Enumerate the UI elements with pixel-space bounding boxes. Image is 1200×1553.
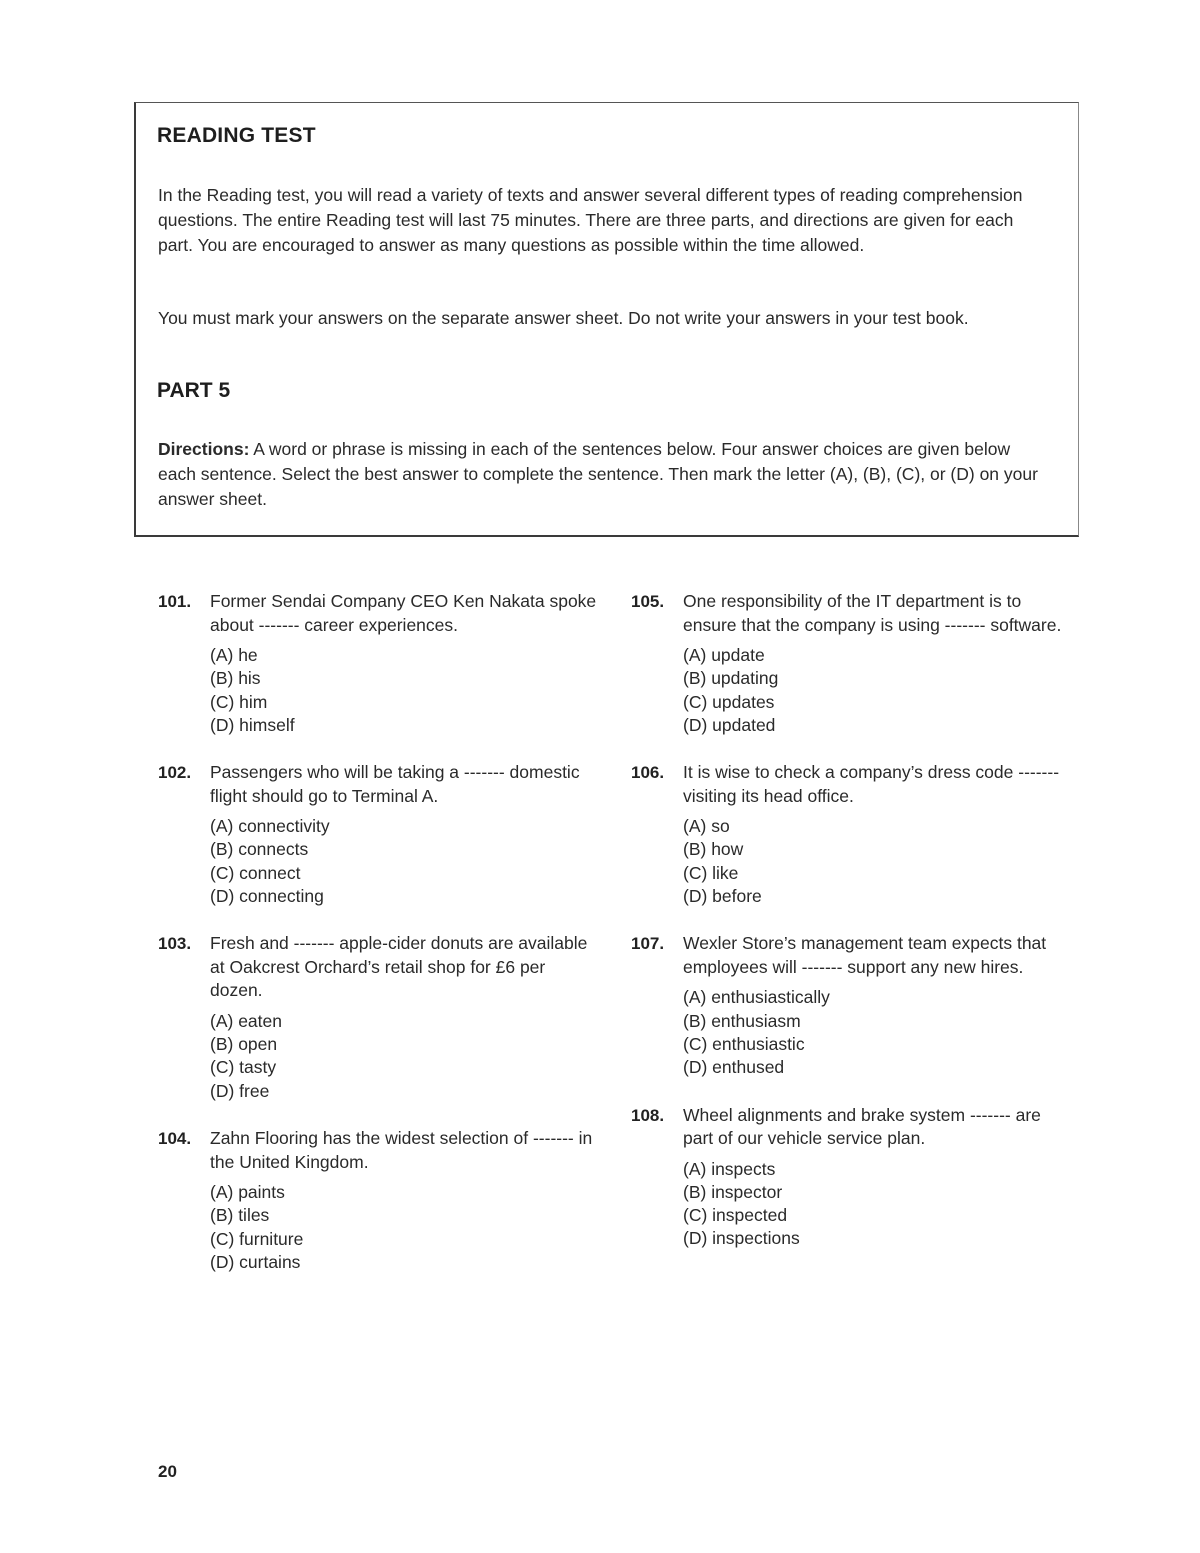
question-number: 103.	[158, 934, 192, 954]
option-b: (B) open	[210, 1034, 278, 1055]
question-text: Wheel alignments and brake system ------- are part of our vehicle service plan.	[683, 1104, 1041, 1149]
answer-options	[683, 1158, 1071, 1251]
question-text: Passengers who will be taking a ------- domestic flight should go to Terminal A.	[210, 762, 580, 806]
option-c: (C) like	[683, 862, 739, 883]
option-d: (D) himself	[210, 714, 295, 735]
option-c: (C) furniture	[210, 1228, 304, 1249]
question-102	[158, 761, 598, 908]
option-c: (C) updates	[683, 691, 775, 712]
question-number: 105.	[631, 592, 665, 611]
option-c: (C) inspected	[683, 1205, 788, 1226]
question-number: 101.	[158, 592, 192, 611]
option-d: (D) before	[683, 886, 762, 907]
option-a: (A) so	[683, 816, 730, 837]
answer-options	[210, 1010, 598, 1103]
option-d: (D) connecting	[210, 886, 324, 907]
question-column-left	[158, 590, 598, 1274]
question-108	[631, 1104, 1071, 1251]
question-text: Zahn Flooring has the widest selection of ------- in the United Kingdom.	[210, 1128, 593, 1172]
answer-options	[210, 644, 598, 737]
answer-options	[683, 644, 1071, 737]
option-b: (B) his	[210, 668, 261, 689]
option-c: (C) enthusiastic	[683, 1033, 805, 1054]
question-106	[631, 761, 1071, 908]
option-a: (A) he	[210, 645, 258, 665]
section-title: READING TEST	[157, 124, 316, 147]
question-number: 102.	[158, 763, 192, 783]
option-b: (B) updating	[683, 668, 779, 689]
option-a: (A) enthusiastically	[683, 987, 830, 1008]
option-a: (A) update	[683, 645, 765, 665]
option-b: (B) connects	[210, 839, 309, 860]
option-c: (C) him	[210, 691, 268, 712]
question-text: Wexler Store’s management team expects that employees will ------- support any new hires.	[683, 933, 1047, 977]
option-c: (C) tasty	[210, 1057, 277, 1078]
option-d: (D) curtains	[210, 1251, 301, 1272]
intro-paragraph: In the Reading test, you will read a variety of texts and answer several different types of reading comprehension questions. The entire Reading test will last 75 minutes. There are three parts, and directions are given for each part. You are encouraged to answer as many questions as possible within the time allowed.	[158, 185, 1023, 255]
question-101	[158, 590, 598, 737]
part-title: PART 5	[157, 379, 231, 402]
option-b: (B) tiles	[210, 1205, 270, 1226]
question-text: Former Sendai Company CEO Ken Nakata spoke about ------- career experiences.	[210, 591, 597, 635]
question-104	[158, 1127, 598, 1274]
question-107	[631, 932, 1071, 1079]
option-d: (D) inspections	[683, 1228, 800, 1249]
option-a: (A) inspects	[683, 1158, 776, 1179]
question-column-right	[631, 590, 1071, 1251]
question-number: 104.	[158, 1129, 192, 1149]
question-text: It is wise to check a company’s dress code ------- visiting its head office.	[683, 762, 1060, 806]
question-number: 108.	[631, 1105, 665, 1125]
directions	[158, 437, 1038, 512]
answer-options	[210, 815, 598, 908]
option-d: (D) updated	[683, 714, 776, 735]
option-d: (D) enthused	[683, 1057, 785, 1078]
option-b: (B) enthusiasm	[683, 1010, 801, 1031]
option-a: (A) eaten	[210, 1010, 282, 1031]
answer-options	[683, 986, 1071, 1079]
page-number: 20	[158, 1462, 177, 1481]
directions-text: A word or phrase is missing in each of the sentences below. Four answer choices are given below each sentence. Select the best answer to complete the sentence. Then mark the letter (A), (B), (C), or (D) on your answer sheet.	[158, 439, 1038, 509]
option-c: (C) connect	[210, 862, 301, 883]
directions-label: Directions:	[158, 439, 250, 459]
question-105	[631, 590, 1071, 737]
option-a: (A) connectivity	[210, 816, 330, 837]
answer-options	[210, 1181, 598, 1274]
question-number: 107.	[631, 934, 665, 954]
question-number: 106.	[631, 763, 665, 783]
answer-options	[683, 815, 1071, 908]
option-b: (B) how	[683, 839, 744, 860]
question-103	[158, 932, 598, 1103]
question-text: Fresh and ------- apple-cider donuts are available at Oakcrest Orchard’s retail shop for £6 per dozen.	[210, 933, 588, 1001]
option-b: (B) inspector	[683, 1181, 783, 1202]
question-text: One responsibility of the IT department is to ensure that the company is using ------- software.	[683, 591, 1062, 635]
option-d: (D) free	[210, 1080, 270, 1101]
answer-sheet-note: You must mark your answers on the separate answer sheet. Do not write your answers in your test book.	[158, 308, 969, 328]
option-a: (A) paints	[210, 1182, 285, 1203]
